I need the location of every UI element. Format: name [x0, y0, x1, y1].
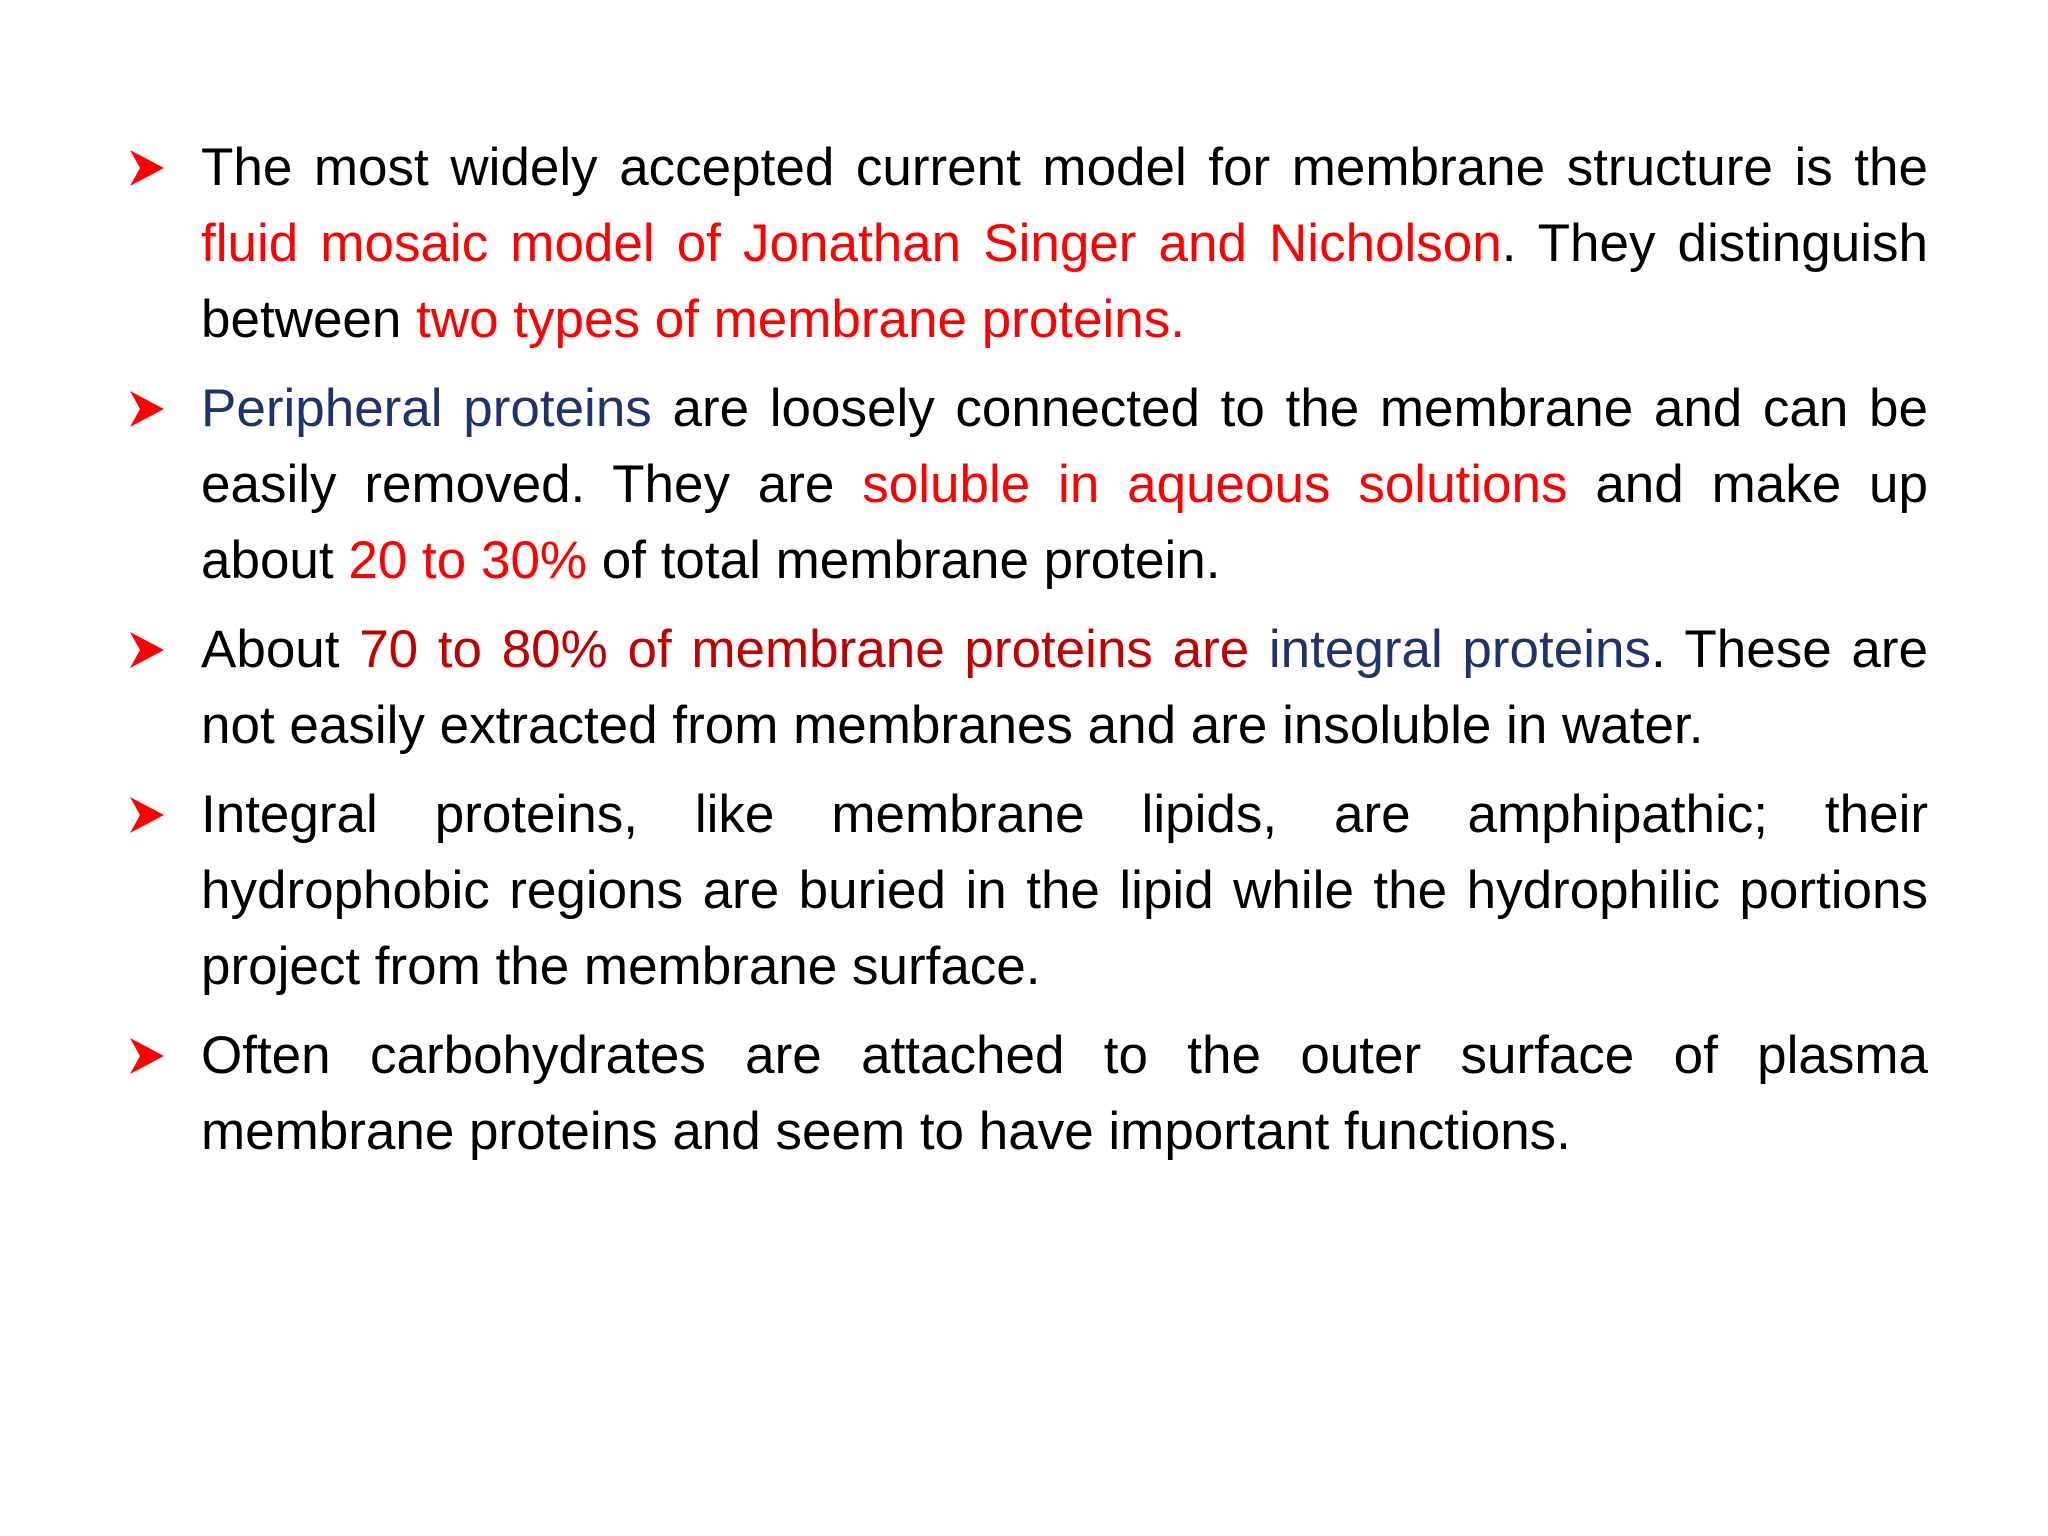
bullet-text: The most widely accepted current model for membrane structure is the [201, 138, 1928, 197]
arrow-bullet-icon [128, 1036, 166, 1076]
bullet-text: . These are not easily extracted from membranes and are insoluble in water. [201, 620, 1929, 755]
highlight-text: 20 to 30% [348, 531, 588, 590]
bullet-text: are loosely connected to the membrane and can be easily removed. They are [201, 379, 1929, 514]
bullet-text: and make up about [201, 455, 1928, 590]
arrow-bullet-icon [128, 389, 166, 429]
bullet-text: of total membrane protein. [587, 531, 1221, 590]
term-text: integral proteins [1268, 620, 1651, 679]
bullet-text: Often carbohydrates are attached to the outer surface of plasma membrane proteins and seem to have important functions. [201, 1026, 1928, 1161]
bullet-text: About [201, 620, 360, 679]
term-text: Peripheral proteins [201, 379, 652, 438]
bullet-item-integral-proteins [128, 612, 1928, 764]
bullet-item-carbohydrates [128, 1018, 1928, 1170]
bullet-item-fluid-mosaic [128, 130, 1928, 358]
bullet-item-peripheral-proteins [128, 371, 1928, 599]
bullet-text: Integral proteins, like membrane lipids, are amphipathic; their hydrophobic regions are buried in the lipid while the hydrophilic portions project from the membrane surface. [201, 785, 1928, 996]
arrow-bullet-icon [128, 148, 166, 188]
arrow-bullet-icon [128, 795, 166, 835]
highlight-text: two types of membrane proteins. [416, 290, 1185, 349]
highlight-text: soluble in aqueous solutions [862, 455, 1568, 514]
bullet-list [128, 130, 1928, 1183]
highlight-text: fluid mosaic model of Jonathan Singer and Nicholson [201, 214, 1502, 273]
arrow-bullet-icon [128, 630, 166, 670]
bullet-text: . They distinguish between [201, 214, 1928, 349]
highlight-text: 70 to 80% of membrane proteins are [359, 620, 1269, 679]
bullet-item-amphipathic [128, 777, 1928, 1005]
